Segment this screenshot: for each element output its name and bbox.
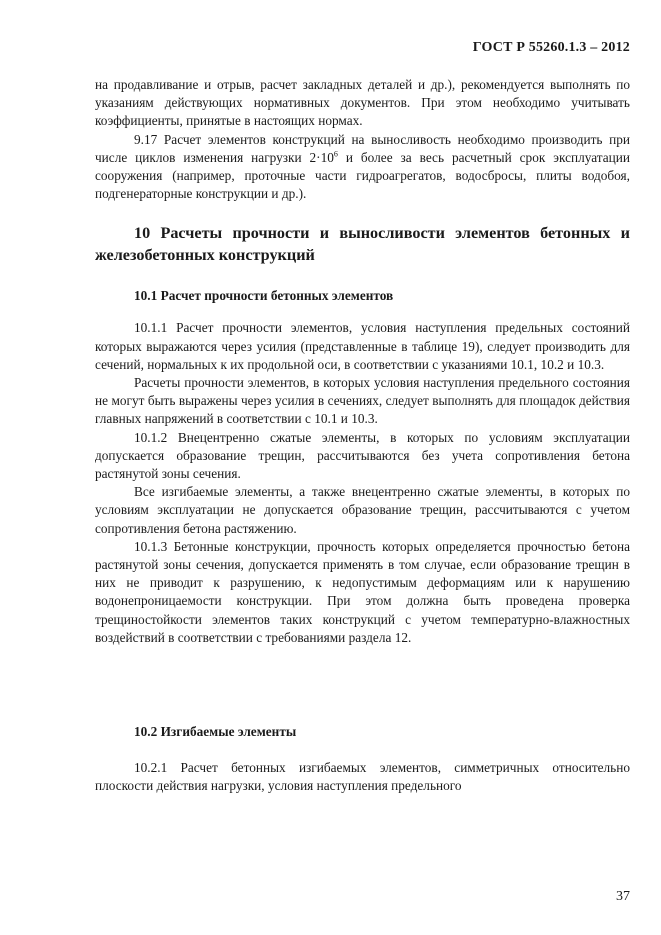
paragraph-10-1-3: 10.1.3 Бетонные конструкции, прочность которых определяется прочностью бетона растянутой зоны сечения, допускается применять в том случае, если образование трещин в них не приводит к разрушению, к недопустимым деформациям или к нарушению водонепроницаемости конструкции. При этом должна быть проведена проверка трещиностойкости элементов таких конструкций с учетом температурно-влажностных воздействий в соответствии с требованиями раздела 12. [95,538,630,645]
document-code-header: ГОСТ Р 55260.1.3 – 2012 [472,40,630,55]
subsection-10-1-heading: 10.1 Расчет прочности бетонных элементов [134,288,394,304]
paragraph-10-1-1: 10.1.1 Расчет прочности элементов, условия наступления предельных состояний которых выражаются через усилия (представленные в таблице 19), следует производить для сечений, нормальных к их продольной оси, в соответствии с указаниями 10.1, 10.2 и 10.3. [95,320,630,372]
document-body [95,76,630,795]
section-10-heading: 10 Расчеты прочности и выносливости элементов бетонных и железобетонных конструкций [95,224,630,265]
paragraph-10-1-2: 10.1.2 Внецентренно сжатые элементы, в которых по условиям эксплуатации допускается образование трещин, рассчитываются без учета сопротивления бетона растянутой зоны сечения. [95,429,630,482]
paragraph-bending-elements: Все изгибаемые элементы, а также внецентренно сжатые элементы, в которых по условиям эксплуатации не допускается образование трещин, рассчитываются с учетом сопротивления бетона растяжению. [95,484,630,536]
paragraph-9-17-text-b: и более за весь расчетный срок эксплуатации сооружения (например, проточные части гидроагрегатов, водосбросы, плиты водобоя, подгенераторные конструкции и др.). [95,149,630,202]
page-number: 37 [616,889,630,904]
exponent: 6 [333,149,338,159]
paragraph-10-2-1: 10.2.1 Расчет бетонных изгибаемых элементов, симметричных относительно плоскости действия нагрузки, условия наступления предельного [95,760,630,794]
paragraph-9-17 [95,131,630,204]
paragraph-principal-stresses: Расчеты прочности элементов, в которых условия наступления предельного состояния не могут быть выражены через усилия в сечениях, следует выполнять для площадок действия главных напряжений в соответствии с 10.1 и 10.3. [95,375,630,427]
paragraph-continuation: на продавливание и отрыв, расчет закладных деталей и др.), рекомендуется выполнять по указаниям действующих нормативных документов. При этом необходимо учитывать коэффициенты, принятые в настоящих нормах. [95,77,630,129]
paragraph-9-17-text-a: 9.17 Расчет элементов конструкций на выносливость необходимо производить при числе циклов изменения нагрузки 2·10 [95,131,630,165]
subsection-10-2-heading: 10.2 Изгибаемые элементы [134,724,297,740]
